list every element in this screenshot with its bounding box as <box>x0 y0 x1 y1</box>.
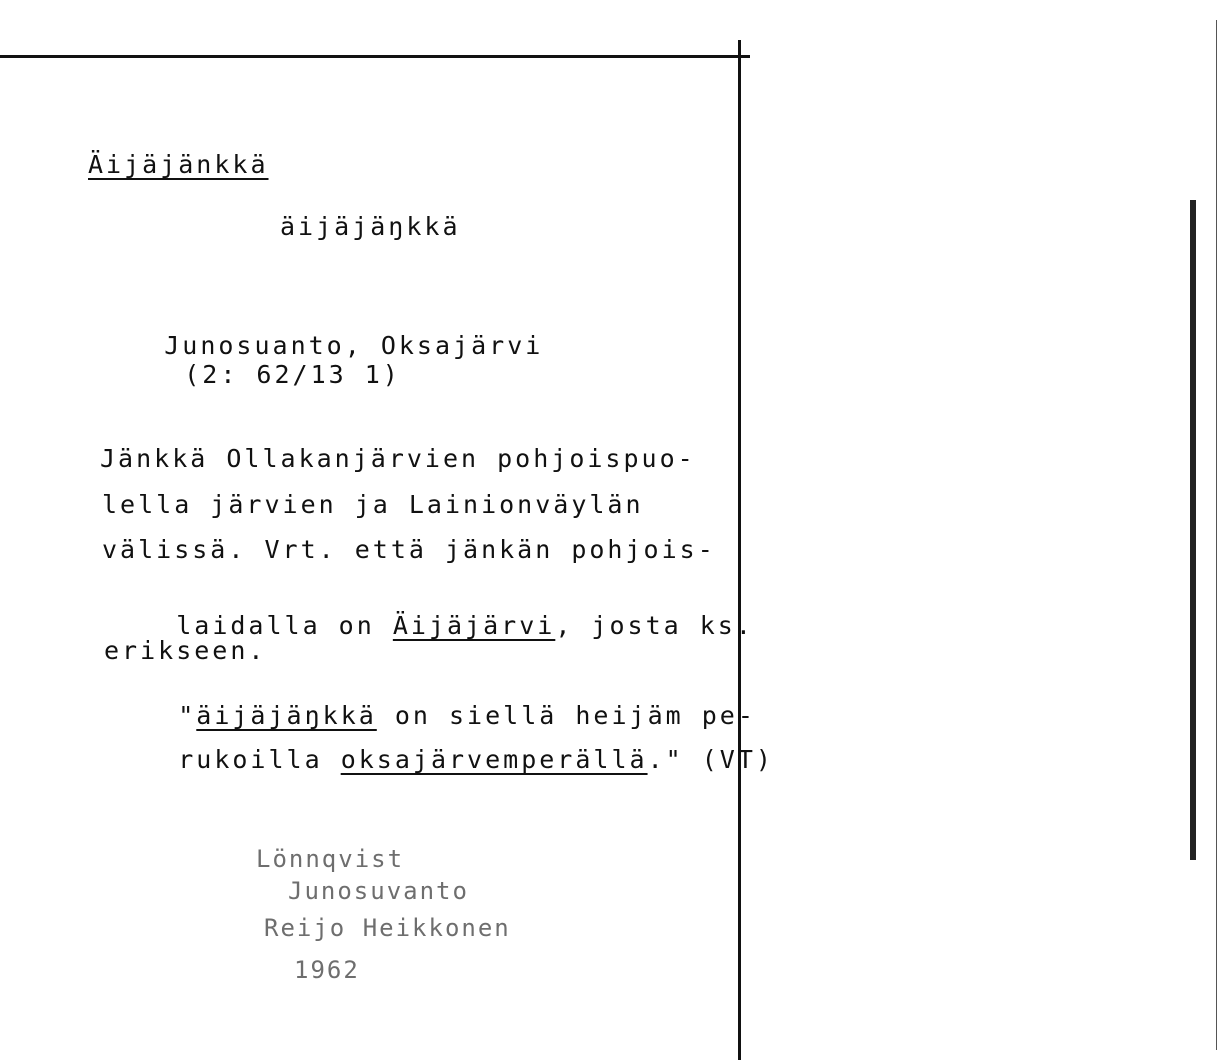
scan-edge-line <box>1190 200 1196 860</box>
scan-edge-line-thin <box>1216 20 1217 1050</box>
description-line-4-after: , josta ks. <box>555 611 754 640</box>
stamp-line-4: 1962 <box>294 956 360 984</box>
stamp-line-1: Lönnqvist <box>256 845 405 873</box>
card-top-border <box>0 55 750 58</box>
stamp-line-2: Junosuvanto <box>288 877 469 905</box>
headword: Äijäjänkkä <box>88 150 269 179</box>
cross-reference-link: Äijäjärvi <box>392 611 556 640</box>
description-line-2: lella järvien ja Lainionväylän <box>102 490 644 519</box>
stamp-line-3: Reijo Heikkonen <box>264 914 511 942</box>
quote-line-1-rest: on siellä heijäm pe- <box>376 701 756 730</box>
quote-line-2-after: ." (VT) <box>647 745 774 774</box>
quote-headword: äijäjäŋkkä <box>196 701 377 730</box>
location: Junosuanto, Oksajärvi <box>164 331 544 360</box>
description-line-5: erikseen. <box>104 636 267 665</box>
description-line-3: välissä. Vrt. että jänkän pohjois- <box>102 535 716 564</box>
description-line-1: Jänkkä Ollakanjärvien pohjoispuo- <box>100 444 696 473</box>
description-line-4-before: laidalla on <box>176 611 393 640</box>
card-right-border <box>738 40 741 1060</box>
quote-placename: oksajärvemperällä <box>340 745 648 774</box>
archive-reference: (2: 62/13 1) <box>184 360 401 389</box>
quote-line-2 <box>106 716 774 803</box>
location-line <box>92 302 543 418</box>
quote-line-2-before: rukoilla <box>178 745 341 774</box>
quote-open: " <box>178 701 197 730</box>
pronunciation: äijäjäŋkkä <box>280 212 461 241</box>
